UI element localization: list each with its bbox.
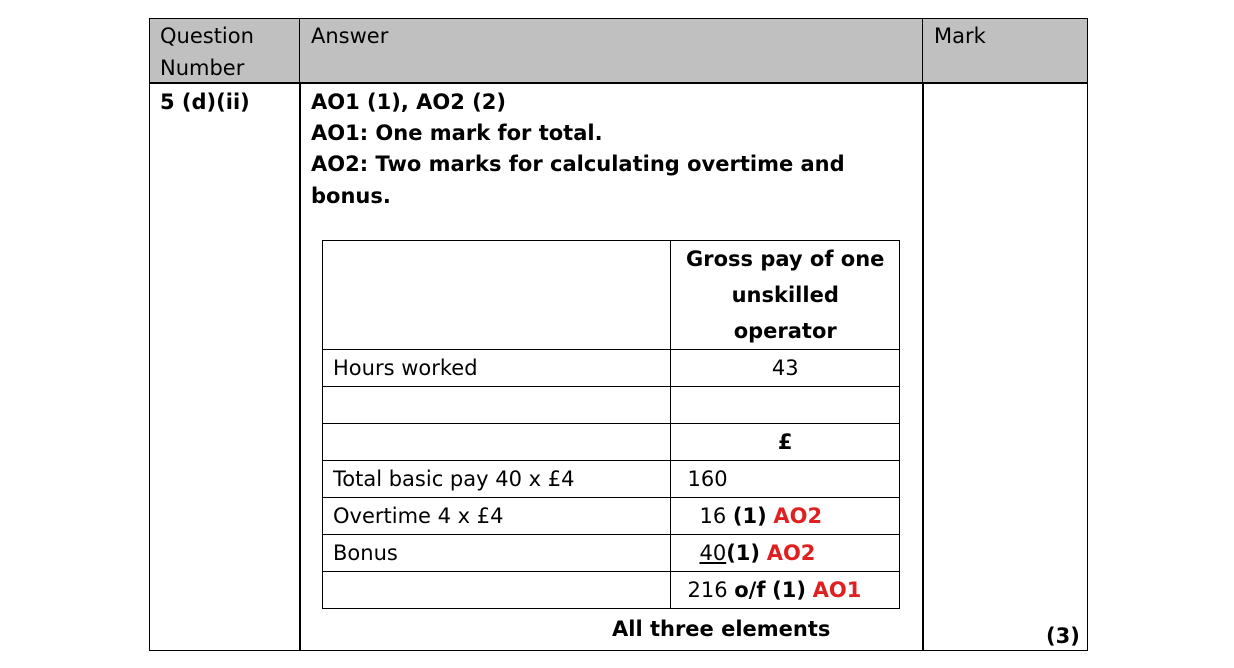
- ao2-note-line1: AO2: Two marks for calculating overtime and: [311, 152, 845, 176]
- table-row: [323, 387, 900, 424]
- header-answer-cell: [299, 18, 924, 84]
- row-label: Total basic pay 40 x £4: [323, 461, 671, 498]
- ao1-note: AO1: One mark for total.: [311, 121, 603, 145]
- table-row: [323, 424, 900, 461]
- table-row: [323, 535, 900, 572]
- ao2-note-line2: bonus.: [311, 184, 391, 208]
- table-row: [323, 461, 900, 498]
- row-value-cell: [671, 535, 900, 572]
- gross-pay-header-line1: Gross pay of one: [686, 247, 885, 271]
- inner-header-blank: [323, 241, 671, 350]
- body-mark-cell: [922, 82, 1088, 651]
- row-value: 40: [699, 541, 727, 565]
- footer-note: All three elements: [612, 617, 831, 641]
- mark-count: (1): [772, 578, 806, 602]
- gross-pay-header: [671, 241, 900, 350]
- total-mark: (3): [1046, 624, 1080, 648]
- row-label: Hours worked: [323, 350, 671, 387]
- header-question-line1: Question: [160, 24, 254, 48]
- ao-tag: AO1: [812, 578, 862, 602]
- body-question-cell: [149, 82, 301, 651]
- header-answer: Answer: [311, 24, 389, 48]
- gross-pay-header-line2: unskilled: [731, 283, 839, 307]
- header-question-line2: Number: [160, 56, 245, 80]
- row-label: [323, 424, 671, 461]
- row-value-cell: [671, 572, 900, 609]
- table-row: [323, 572, 900, 609]
- row-value: 43: [671, 350, 900, 387]
- gross-pay-header-line3: operator: [733, 319, 837, 343]
- mark-count: (1): [726, 541, 761, 565]
- ao-tag: AO2: [773, 504, 823, 528]
- row-label: Overtime 4 x £4: [323, 498, 671, 535]
- mark-count: (1): [732, 504, 767, 528]
- question-number: 5 (d)(ii): [160, 90, 250, 114]
- table-row: [323, 498, 900, 535]
- row-value-cell: [671, 498, 900, 535]
- gross-pay-table: [322, 240, 900, 609]
- currency-symbol: £: [671, 424, 900, 461]
- own-figure-tag: o/f: [734, 578, 766, 602]
- header-mark: Mark: [934, 24, 986, 48]
- row-label: Bonus: [323, 535, 671, 572]
- table-row: [323, 350, 900, 387]
- row-label: [323, 387, 671, 424]
- ao-tag: AO2: [766, 541, 816, 565]
- row-value: [671, 387, 900, 424]
- row-value: 16: [699, 504, 727, 528]
- row-value: 216: [687, 578, 728, 602]
- ao-summary: AO1 (1), AO2 (2): [311, 90, 506, 114]
- row-label: [323, 572, 671, 609]
- row-value: 160: [671, 461, 900, 498]
